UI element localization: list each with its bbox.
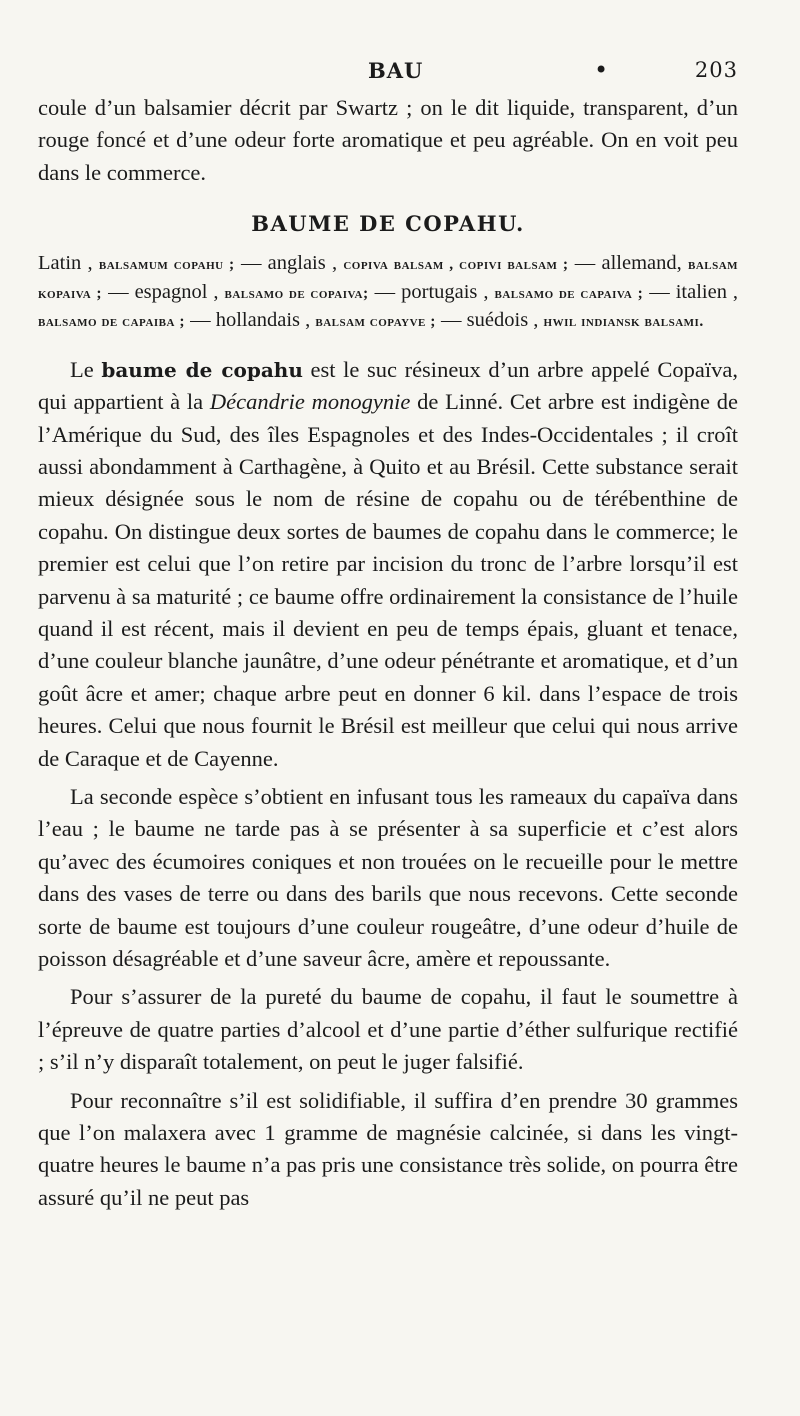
paragraph-text: de Linné. Cet arbre est indigène de l’Amérique du Sud, des îles Espagnoles et des Indes-Occidentales ; il croît aussi abondamment à Carthagène, à Quito et au Brésil. Cette substance serait mieux désignée sous le nom de résine de copahu ou de térébenthine de copahu. On distingue deux sortes de baumes de copahu dans le commerce; le premier est celui que l’on retire par incision du tronc de l’arbre lorsqu’il est parvenu à sa maturité ; ce baume offre ordinairement la consistance de l’huile quand il est récent, mais il devient en peu de temps épais, gluant et tenace, d’une couleur blanche jaunâtre, d’une odeur pénétrante et aromatique, et d’un goût âcre et amer; chaque arbre peut en donner 6 kil. dans l’espace de trois heures. Celui que nous fournit le Brésil est meilleur que celui qui nous arrive de Caraque et de Cayenne.: [38, 389, 739, 771]
running-head: [38, 52, 738, 92]
paragraph-text: est le suc résineux d’un arbre appelé Copaïva, qui appartient à la: [38, 356, 739, 415]
synonym-lang: — italien ,: [649, 280, 739, 303]
body-paragraph-1: [38, 354, 738, 775]
body-paragraph-3: Pour s’assurer de la pureté du baume de copahu, il faut le soumettre à l’épreuve de quatre parties d’alcool et d’une partie d’éther sulfurique rectifié ; s’il n’y disparaît totalement, on peut le juger falsifié.: [38, 984, 738, 1075]
synonym-lang: — anglais ,: [240, 252, 338, 275]
synonym-term: balsamo de capaiba ;: [38, 313, 185, 331]
synonym-term: copiva balsam , copivi balsam ;: [343, 256, 569, 274]
synonym-lang: — suédois ,: [441, 309, 539, 332]
entry-heading: BAUME DE COPAHU.: [251, 211, 525, 237]
synonym-term: hwil indiansk balsami.: [543, 313, 704, 331]
synonym-lang: — portugais ,: [374, 280, 489, 303]
paragraph-lead: Le: [70, 356, 94, 382]
synonym-lang: — espagnol ,: [108, 280, 219, 303]
synonym-term: balsamo de capaiva ;: [494, 284, 644, 302]
synonym-term: balsam copayve ;: [315, 313, 436, 331]
synonym-list: [38, 250, 738, 336]
synonym-lang: — allemand,: [574, 252, 682, 275]
continued-paragraph: coule d’un balsamier décrit par Swartz ; on le dit liquide, transparent, d’un rouge foncé et d’une odeur forte aromatique et peu agréable. On en voit peu dans le commerce.: [38, 95, 738, 185]
running-head-title: BAU: [368, 58, 424, 83]
synonym-term: balsamo de copaiva;: [224, 284, 369, 302]
entry-term: baume de copahu: [101, 357, 303, 382]
synonym-lang: — hollandais ,: [190, 309, 311, 332]
page-number: 203: [694, 58, 738, 82]
synonym-term: balsam kopaiva ;: [38, 256, 739, 302]
synonym-lang: Latin ,: [38, 252, 93, 275]
running-head-mark: •: [594, 56, 610, 84]
botanical-classification: Décandrie monogynie: [209, 389, 411, 415]
synonym-term: balsamum copahu ;: [98, 256, 235, 274]
body-paragraph-4: Pour reconnaître s’il est solidifiable, il suffira d’en prendre 30 grammes que l’on malaxera avec 1 gramme de magnésie calcinée, si dans les vingt-quatre heures le baume n’a pas pris une consistance très solide, on pourra être assuré qu’il ne peut pas: [38, 1087, 738, 1210]
body-paragraph-2: La seconde espèce s’obtient en infusant tous les rameaux du capaïva dans l’eau ; le baume ne tarde pas à se présenter à sa superficie et c’est alors qu’avec des écumoires coniques et non trouées on le recueille pour le mettre dans des vases de terre ou dans des barils que nous recevons. Cette seconde sorte de baume est toujours d’une couleur rougeâtre, d’une odeur d’huile de poisson désagréable et d’une saveur âcre, amère et repoussante.: [38, 784, 738, 972]
